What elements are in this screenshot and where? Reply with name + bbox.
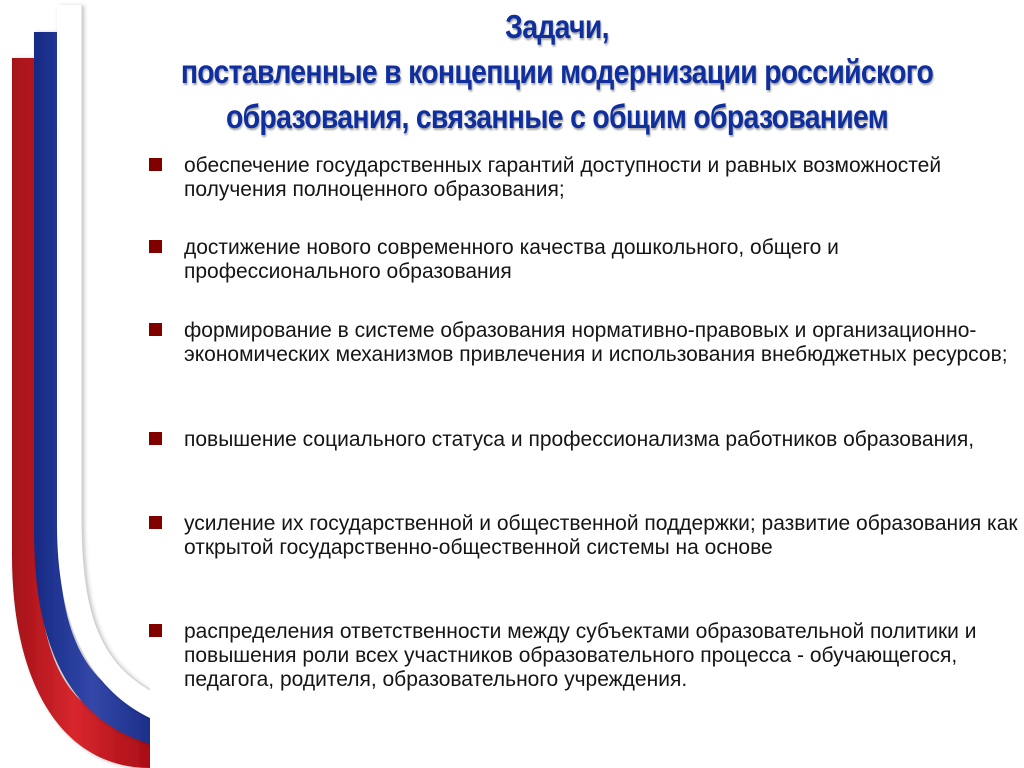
bullet-text: усиление их государственной и общественной поддержки; развитие образования как открытой государственно-общественной системы на основе	[184, 512, 1018, 559]
list-item	[145, 154, 1024, 202]
square-bullet-icon	[149, 432, 162, 445]
square-bullet-icon	[149, 158, 162, 171]
list-item	[145, 319, 1024, 367]
list-item	[145, 512, 1024, 560]
bullet-text: обеспечение государственных гарантий доступности и равных возможностей получения полноценного образования;	[184, 154, 942, 201]
square-bullet-icon	[149, 624, 162, 637]
white-ribbon	[57, 5, 150, 718]
bullet-text: повышение социального статуса и профессионализма работников образования,	[184, 428, 975, 451]
title-line-1: Задачи,	[505, 8, 609, 45]
square-bullet-icon	[149, 516, 162, 529]
slide-title	[155, 4, 958, 139]
square-bullet-icon	[149, 240, 162, 253]
bullet-text: достижение нового современного качества дошкольного, общего и профессионального образования	[184, 236, 839, 283]
square-bullet-icon	[149, 323, 162, 336]
bullet-text: распределения ответственности между субъектами образовательной политики и повышения роли всех участников образовательного процесса - обучающегося, педагога, родителя, образовательного учреждения.	[184, 620, 977, 691]
list-item	[145, 620, 1024, 692]
title-line-2: поставленные в концепции модернизации российского	[180, 53, 934, 90]
title-line-3: образования, связанные с общим образованием	[225, 98, 889, 135]
white-ribbon-edge	[82, 5, 150, 690]
list-item	[145, 236, 1024, 284]
russian-flag-ribbons	[0, 0, 150, 768]
list-item	[145, 428, 1024, 452]
bullet-text: формирование в системе образования нормативно-правовых и организационно-экономических механизмов привлечения и использования внебюджетных ресурсов;	[184, 319, 1008, 366]
